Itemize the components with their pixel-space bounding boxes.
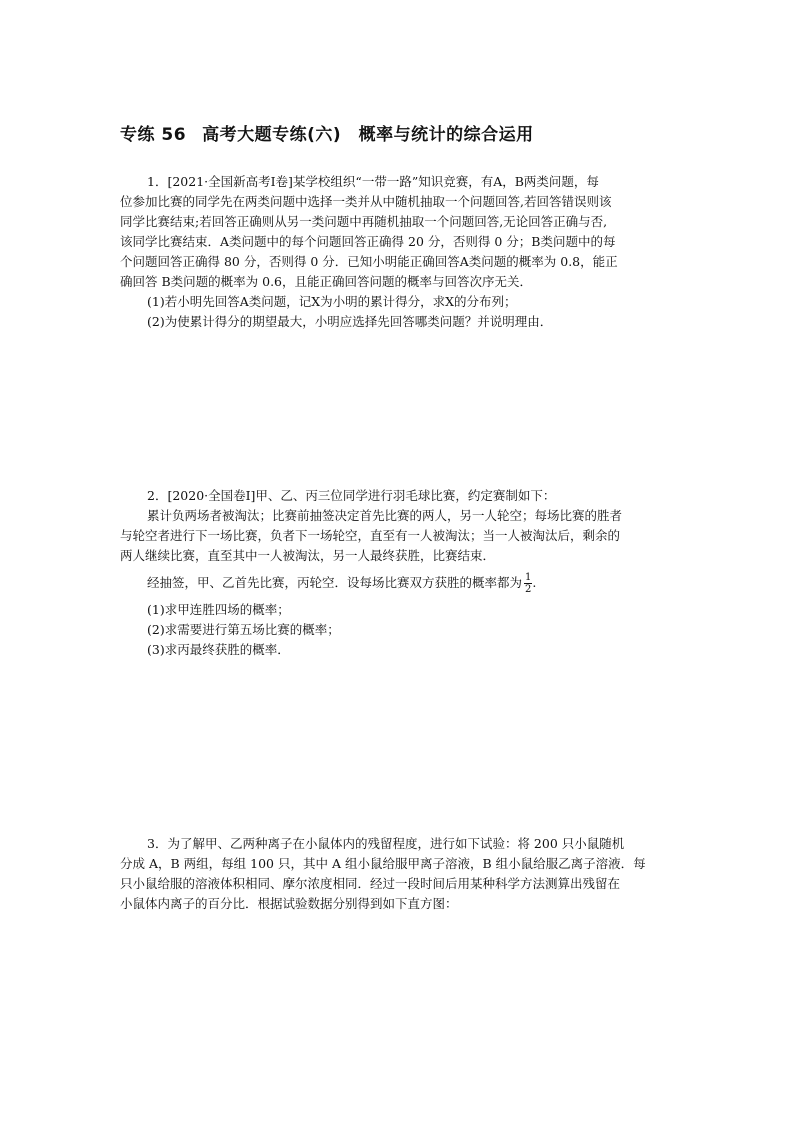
- q1-line: 该同学比赛结束．A类问题中的每个问题回答正确得 20 分，否则得 0 分；B类问题中的每: [120, 234, 616, 249]
- q2-rule-line: 与轮空者进行下一场比赛，负者下一场轮空，直至有一人被淘汰；当一人被淘汰后，剩余的: [120, 528, 621, 543]
- q2-setup: 经抽签，甲、乙首先比赛，丙轮空．设每场比赛双方获胜的概率都为: [147, 575, 523, 590]
- q2-rule-line: 累计负两场者被淘汰；比赛前抽签决定首先比赛的两人，另一人轮空；每场比赛的胜者: [147, 508, 623, 523]
- q2-setup-end: .: [532, 575, 537, 590]
- q1-line: 位参加比赛的同学先在两类问题中选择一类并从中随机抽取一个问题回答,若回答错误则该: [120, 194, 612, 209]
- q3-line: 只小鼠给服的溶液体积相同、摩尔浓度相同．经过一段时间后用某种科学方法测算出残留在: [120, 876, 621, 891]
- q1-subquestion-2: (2)为使累计得分的期望最大，小明应选择先回答哪类问题？并说明理由．: [147, 314, 553, 329]
- q1-line: 确回答 B类问题的概率为 0.6，且能正确回答问题的概率与回答次序无关．: [120, 274, 533, 289]
- question-2: [120, 486, 676, 660]
- q2-subquestion-2: (2)求需要进行第五场比赛的概率；: [147, 622, 340, 637]
- q1-line: 同学比赛结束;若回答正确则从另一类问题中再随机抽取一个问题回答,无论回答正确与否,: [120, 214, 608, 229]
- q2-head: 2．[2020·全国卷Ⅰ]甲、乙、丙三位同学进行羽毛球比赛，约定赛制如下：: [147, 488, 556, 503]
- q3-line: 分成 A，B 两组，每组 100 只，其中 A 组小鼠给服甲离子溶液，B 组小鼠给服乙离子溶液．每: [120, 856, 646, 871]
- q2-subquestion-3: (3)求丙最终获胜的概率．: [147, 642, 290, 657]
- question-3: [120, 834, 676, 914]
- q2-setup-line: [120, 566, 676, 600]
- q2-rule-line: 两人继续比赛，直至其中一人被淘汰，另一人最终获胜，比赛结束．: [120, 548, 496, 563]
- fraction: [524, 572, 532, 595]
- q2-subquestion-1: (1)求甲连胜四场的概率；: [147, 602, 290, 617]
- q1-subquestion-1: (1)若小明先回答A类问题，记X为小明的累计得分，求X的分布列；: [147, 294, 517, 309]
- q1-line: 个问题回答正确得 80 分，否则得 0 分．已知小明能正确回答A类问题的概率为 0.8，能正: [120, 254, 618, 269]
- title-text: 高考大题专练(六) 概率与统计的综合运用: [202, 125, 534, 145]
- q1-line: 1．[2021·全国新高考Ⅰ卷]某学校组织“一带一路”知识竞赛，有A，B两类问题，每: [147, 174, 599, 189]
- q3-line: 小鼠体内离子的百分比．根据试验数据分别得到如下直方图：: [120, 896, 458, 911]
- page-title: [120, 120, 534, 145]
- fraction-denominator: 2: [525, 583, 532, 595]
- q3-line: 3．为了解甲、乙两种离子在小鼠体内的残留程度，进行如下试验：将 200 只小鼠随机: [147, 836, 625, 851]
- question-1: [120, 172, 676, 332]
- fraction-numerator: 1: [525, 571, 532, 583]
- title-label: 专练 56: [120, 125, 187, 145]
